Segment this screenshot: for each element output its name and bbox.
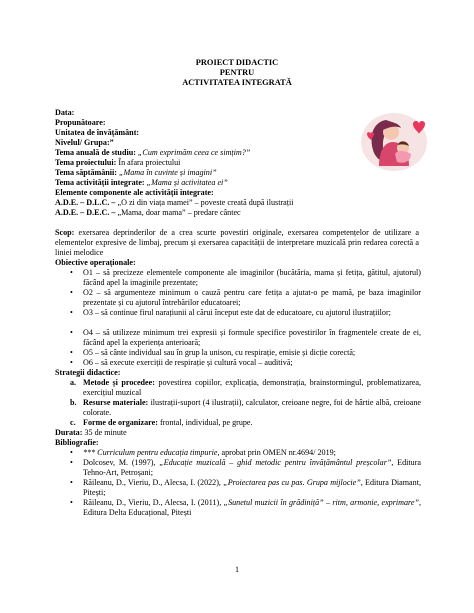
mother-child-heart-icon bbox=[359, 110, 429, 172]
tema-saptamanii-line bbox=[55, 168, 217, 178]
ade2-value: „Mama, doar mama” – predare cântec bbox=[115, 208, 241, 217]
scop-label: Scop: bbox=[55, 228, 75, 237]
strategie-label: Metode și procedee: bbox=[83, 378, 155, 387]
durata-value: 35 de minute bbox=[82, 428, 127, 437]
data-label: Data: bbox=[55, 108, 75, 117]
scop-paragraph bbox=[55, 228, 419, 258]
bibliografie-title: „Proiectarea pas cu pas. Grupa mijlocie” bbox=[223, 478, 361, 487]
bibliografie-title: *** Curriculum pentru educația timpurie bbox=[83, 448, 218, 457]
strategie-text: frontal, individual, pe grupe. bbox=[157, 418, 253, 427]
bullet-icon: • bbox=[70, 448, 73, 457]
bibliografie-rest: , Editura Tehno-Art, Petroșani; bbox=[83, 458, 421, 477]
obiectiv-item: O1 – să precizeze elementele componente ale imaginilor (bucătăria, mama și fetița, gătitul, ajutorul) făcând apel la imaginile prezentate; bbox=[83, 268, 421, 287]
bibliografie-item bbox=[83, 478, 421, 498]
propunatoare-label: Propunătoare: bbox=[55, 118, 106, 127]
title-line-1: PROIECT DIDACTIC bbox=[195, 58, 279, 67]
bullet-icon: • bbox=[70, 478, 73, 487]
nivel-label: Nivelul/ Grupa: bbox=[55, 138, 110, 147]
obiectiv-item: O6 – să execute exerciții de respirație și cultură vocal – auditivă; bbox=[83, 358, 293, 367]
tema-proiect-value: În afara proiectului bbox=[116, 158, 181, 167]
ade2-label: A.D.E. – D.E.C. – bbox=[55, 208, 116, 217]
obiectiv-item: O5 – să cânte individual sau în grup la unison, cu respirație, emisie și dicție corectă; bbox=[83, 348, 356, 357]
tema-anuala-label: Tema anuală de studiu: bbox=[55, 148, 136, 157]
bibliografie-item bbox=[83, 448, 421, 458]
strategie-number: a. bbox=[70, 378, 77, 387]
obiectiv-item: O4 – să utilizeze minimum trei expresii și formule specifice povestirilor în fragmentele create de ei, făcând apel la experiența anterioară; bbox=[83, 328, 421, 347]
bullet-icon: • bbox=[70, 308, 73, 317]
page-number: 1 bbox=[234, 565, 240, 574]
nivel-value: ” bbox=[109, 138, 114, 147]
title-line-3: ACTIVITATEA INTEGRATĂ bbox=[182, 78, 292, 87]
obiectiv-item: O2 – să argumenteze minimum o cauză pentru care fetița a ajutat-o pe mamă, pe baza imaginilor prezentate și cu ajutorul întrebărilor educatoarei; bbox=[83, 288, 421, 307]
obiective-label: Obiective operaționale: bbox=[55, 258, 136, 267]
ade1-label: A.D.E. – D.L.C. – bbox=[55, 198, 116, 207]
tema-activitatii-label: Tema activității integrate: bbox=[55, 178, 145, 187]
bullet-icon: • bbox=[70, 458, 73, 467]
bullet-icon: • bbox=[70, 268, 73, 277]
title-line-2: PENTRU bbox=[219, 68, 255, 77]
strategii-label: Strategii didactice: bbox=[55, 368, 121, 377]
bibliografie-item bbox=[83, 458, 421, 478]
tema-proiect-label: Tema proiectului: bbox=[55, 158, 117, 167]
strategie-label: Forme de organizare: bbox=[83, 418, 158, 427]
bullet-icon: • bbox=[70, 348, 73, 357]
bibliografie-title: „Educație muzicală – ghid metodic pentru învățământul preșcolar” bbox=[159, 458, 392, 467]
elemente-label: Elemente componente ale activității integrate: bbox=[55, 188, 214, 197]
unitatea-label: Unitatea de învățământ: bbox=[55, 128, 140, 137]
strategie-item bbox=[83, 378, 421, 398]
strategie-label: Resurse materiale: bbox=[83, 398, 149, 407]
tema-anuala-value: „Cum exprimăm ceea ce simțim?” bbox=[135, 148, 251, 157]
bullet-icon: • bbox=[70, 328, 73, 337]
obiectiv-item: O3 – să continue firul narațiunii al cărui început este dat de educatoare, cu ajutorul ilustrațiilor; bbox=[83, 308, 391, 317]
bullet-icon: • bbox=[70, 288, 73, 297]
bibliografie-author: Răileanu, D., Vieriu, D., Alecsa, I. (2022), bbox=[83, 478, 224, 487]
tema-activitatii-line bbox=[55, 178, 228, 188]
nivel-line bbox=[55, 138, 114, 148]
bibliografie-author: Răileanu, D., Vieriu, D., Alecsa, I. (2011), bbox=[83, 498, 224, 507]
strategie-item bbox=[83, 418, 421, 428]
tema-proiect-line bbox=[55, 158, 180, 168]
bibliografie-rest: , aprobat prin OMEN nr.4694/ 2019; bbox=[217, 448, 336, 457]
bibliografie-rest: , Editura Delta Educațional, Pitești bbox=[83, 498, 421, 517]
ade1-value: „O zi din viața mamei” – poveste creată după ilustrații bbox=[115, 198, 294, 207]
ade1-line bbox=[55, 198, 293, 208]
mother-child-illustration bbox=[359, 110, 429, 172]
bibliografie-title: „Sunetul muzicii în grădiniță” – ritm, armonie, exprimare” bbox=[223, 498, 419, 507]
bibliografie-item bbox=[83, 498, 421, 518]
strategie-item bbox=[83, 398, 421, 418]
bibliografie-label: Bibliografie: bbox=[55, 438, 99, 447]
ade2-line bbox=[55, 208, 241, 218]
strategie-number: b. bbox=[70, 398, 77, 407]
strategie-text: povestirea copiilor, explicația, demonstrația, brainstormingul, problematizarea, exercițiul muzical bbox=[83, 378, 421, 397]
tema-saptamanii-label: Tema săptămânii: bbox=[55, 168, 117, 177]
strategie-text: ilustrații-suport (4 ilustrații), calculator, creioane negre, foi de hârtie albă, creioane colorate. bbox=[83, 398, 422, 417]
bibliografie-author: Dolcosev, M. (1997), bbox=[83, 458, 160, 467]
bullet-icon: • bbox=[70, 498, 73, 507]
strategie-number: c. bbox=[70, 418, 76, 427]
durata-line bbox=[55, 428, 127, 438]
tema-activitatii-value: „Mama și activitatea ei” bbox=[144, 178, 228, 187]
durata-label: Durata: bbox=[55, 428, 83, 437]
bullet-icon: • bbox=[70, 358, 73, 367]
scop-text: exersarea deprinderilor de a crea scurte povestiri originale, exersarea competențelor de utilizare a elementelor expresive de limbaj, precum și exersarea capacității de interpretare muzicală prin redarea corectă a liniei melodice bbox=[55, 228, 419, 257]
bibliografie-rest: , Editura Diamant, Pitești; bbox=[83, 478, 421, 497]
tema-saptamanii-value: „Mama în cuvinte și imagini” bbox=[116, 168, 217, 177]
tema-anuala-line bbox=[55, 148, 250, 158]
